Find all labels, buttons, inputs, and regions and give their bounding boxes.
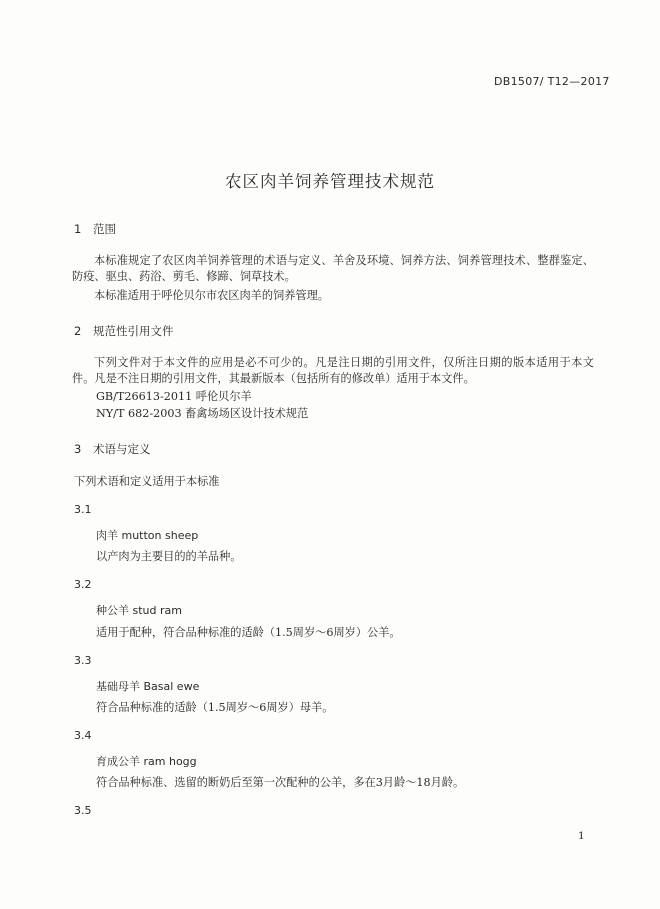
document-code: DB1507/ T12—2017 bbox=[494, 75, 610, 88]
term-definition: 以产肉为主要目的的羊品种。 bbox=[96, 550, 242, 563]
term-number: 3.1 bbox=[74, 503, 92, 516]
term-number: 3.3 bbox=[74, 654, 92, 667]
section-title: 范围 bbox=[93, 222, 116, 236]
section-number: 3 bbox=[74, 442, 82, 456]
term-number: 3.5 bbox=[74, 804, 92, 817]
term-name: 基础母羊 Basal ewe bbox=[96, 680, 200, 693]
term-name: 种公羊 stud ram bbox=[96, 604, 182, 617]
section-title: 规范性引用文件 bbox=[93, 324, 174, 338]
reference-1: GB/T26613-2011 呼伦贝尔羊 bbox=[96, 390, 252, 403]
term-definition: 符合品种标准的适龄（1.5周岁～6周岁）母羊。 bbox=[96, 701, 334, 714]
section-2-heading bbox=[74, 323, 174, 339]
section-3-intro: 下列术语和定义适用于本标准 bbox=[74, 475, 220, 488]
section-1-paragraph-2: 本标准适用于呼伦贝尔市农区肉羊的饲养管理。 bbox=[94, 289, 329, 302]
document-title: 农区肉羊饲养管理技术规范 bbox=[225, 172, 435, 191]
term-name: 育成公羊 ram hogg bbox=[96, 755, 197, 768]
section-2-paragraph-1: 下列文件对于本文件的应用是必不可少的。凡是注日期的引用文件，仅所注日期的版本适用于本文件。凡是不注日期的引用文件，其最新版本（包括所有的修改单）适用于本文件。 bbox=[72, 356, 594, 385]
term-definition: 符合品种标准、选留的断奶后至第一次配种的公羊，多在3月龄～18月龄。 bbox=[96, 776, 465, 789]
term-number: 3.2 bbox=[74, 578, 92, 591]
section-number: 2 bbox=[74, 324, 82, 338]
term-definition: 适用于配种，符合品种标准的适龄（1.5周岁～6周岁）公羊。 bbox=[96, 626, 401, 639]
term-number: 3.4 bbox=[74, 729, 92, 742]
section-title: 术语与定义 bbox=[93, 442, 151, 456]
section-3-heading bbox=[74, 441, 151, 457]
section-number: 1 bbox=[74, 222, 82, 236]
term-name: 肉羊 mutton sheep bbox=[96, 529, 199, 542]
page-number: 1 bbox=[578, 830, 585, 842]
section-1-paragraph-1: 本标准规定了农区肉羊饲养管理的术语与定义、羊舍及环境、饲养方法、饲养管理技术、整群鉴定、防疫、驱虫、药浴、剪毛、修蹄、饲草技术。 bbox=[72, 254, 594, 283]
reference-2: NY/T 682-2003 畜禽场场区设计技术规范 bbox=[96, 407, 309, 420]
section-1-heading bbox=[74, 221, 116, 237]
